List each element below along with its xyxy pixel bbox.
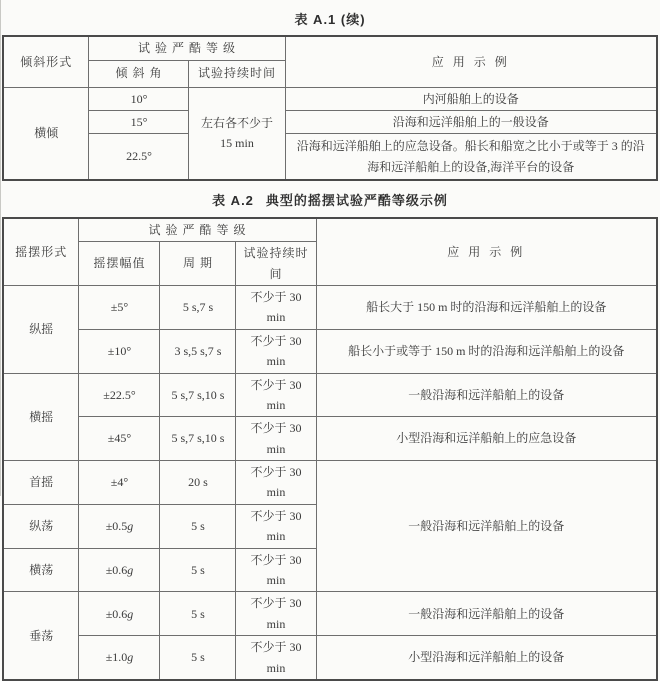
table-a2-title (0, 190, 660, 209)
a1-angle-cell: 15° (89, 110, 189, 133)
a2-data-row (3, 373, 657, 417)
a2-duration-cell: 不少于 30 min (236, 373, 316, 417)
a2-data-row (3, 592, 657, 636)
a2-header-amplitude: 摇摆幅值 (79, 242, 160, 286)
a2-example-cell: 船长大于 150 m 时的沿海和远洋船舶上的设备 (316, 285, 657, 329)
a1-form-cell: 横倾 (3, 87, 89, 180)
a2-amplitude-cell: ±10° (79, 329, 160, 373)
a2-amplitude-cell: ±1.0g (79, 636, 160, 680)
a2-amplitude-cell: ±4° (79, 461, 160, 505)
a2-example-cell: 一般沿海和远洋船舶上的设备 (316, 461, 657, 592)
a2-amplitude-cell: ±0.6g (79, 548, 160, 592)
a1-header-example: 应 用 示 例 (285, 36, 657, 87)
a2-example-cell: 一般沿海和远洋船舶上的设备 (316, 373, 657, 417)
a2-data-row (3, 329, 657, 373)
a1-duration-cell: 左右各不少于 15 min (189, 87, 285, 180)
a2-header-duration: 试验持续时间 (236, 242, 316, 286)
a2-period-cell: 20 s (160, 461, 236, 505)
a2-example-cell: 一般沿海和远洋船舶上的设备 (316, 592, 657, 636)
table-a2 (2, 217, 658, 681)
a1-data-row (3, 134, 657, 180)
a2-duration-cell: 不少于 30 min (236, 461, 316, 505)
a2-header-period: 周 期 (160, 242, 236, 286)
a1-data-row (3, 110, 657, 133)
a2-amplitude-cell: ±0.5g (79, 504, 160, 548)
a2-form-cell: 横摇 (3, 373, 79, 461)
a2-data-row (3, 636, 657, 680)
a2-data-row (3, 461, 657, 505)
a1-angle-cell: 22.5° (89, 134, 189, 180)
a2-period-cell: 5 s (160, 504, 236, 548)
a2-duration-cell: 不少于 30 min (236, 548, 316, 592)
a2-example-cell: 小型沿海和远洋船舶上的设备 (316, 636, 657, 680)
a2-header-severity: 试 验 严 酷 等 级 (79, 218, 316, 242)
a1-example-cell: 沿海和远洋船舶上的一般设备 (285, 110, 657, 133)
a1-header-duration: 试验持续时间 (189, 60, 285, 87)
a2-form-cell: 首摇 (3, 461, 79, 505)
a2-header-example: 应 用 示 例 (316, 218, 657, 286)
a2-form-cell: 纵摇 (3, 285, 79, 373)
a2-duration-cell: 不少于 30 min (236, 329, 316, 373)
a2-period-cell: 5 s,7 s,10 s (160, 373, 236, 417)
a1-header-severity: 试 验 严 酷 等 级 (89, 36, 285, 60)
a2-data-row (3, 285, 657, 329)
a2-period-cell: 3 s,5 s,7 s (160, 329, 236, 373)
a2-form-cell: 横荡 (3, 548, 79, 592)
a1-angle-cell: 10° (89, 87, 189, 110)
a1-data-row (3, 87, 657, 110)
a2-duration-cell: 不少于 30 min (236, 592, 316, 636)
a2-duration-cell: 不少于 30 min (236, 504, 316, 548)
a2-example-cell: 船长小于或等于 150 m 时的沿海和远洋船舶上的设备 (316, 329, 657, 373)
a1-header-angle: 倾 斜 角 (89, 60, 189, 87)
a2-example-cell: 小型沿海和远洋船舶上的应急设备 (316, 417, 657, 461)
a2-header-row-1 (3, 218, 657, 242)
a2-amplitude-cell: ±0.6g (79, 592, 160, 636)
a2-period-cell: 5 s,7 s,10 s (160, 417, 236, 461)
a2-duration-cell: 不少于 30 min (236, 636, 316, 680)
table-a1 (2, 35, 658, 181)
a2-period-cell: 5 s (160, 636, 236, 680)
a1-header-form: 倾斜形式 (3, 36, 89, 87)
a1-example-cell: 沿海和远洋船舶上的应急设备。船长和船宽之比小于或等于 3 的沿海和远洋船舶上的设备,海洋平台的设备 (285, 134, 657, 180)
a2-period-cell: 5 s (160, 548, 236, 592)
table-a1-title: 表 A.1 (续) (294, 12, 366, 27)
a2-amplitude-cell: ±5° (79, 285, 160, 329)
table-a2-title-label: 表 A.2 (212, 192, 254, 208)
scan-edge-artifact (0, 0, 1, 496)
a2-form-cell: 纵荡 (3, 504, 79, 548)
a2-duration-cell: 不少于 30 min (236, 285, 316, 329)
table-a2-title-text: 典型的摇摆试验严酷等级示例 (265, 192, 448, 208)
a2-header-form: 摇摆形式 (3, 218, 79, 286)
a2-period-cell: 5 s,7 s (160, 285, 236, 329)
a2-amplitude-cell: ±22.5° (79, 373, 160, 417)
a1-header-row-1 (3, 36, 657, 60)
a2-form-cell: 垂荡 (3, 592, 79, 680)
a2-data-row (3, 417, 657, 461)
a2-duration-cell: 不少于 30 min (236, 417, 316, 461)
a2-period-cell: 5 s (160, 592, 236, 636)
a2-amplitude-cell: ±45° (79, 417, 160, 461)
a1-example-cell: 内河船舶上的设备 (285, 87, 657, 110)
